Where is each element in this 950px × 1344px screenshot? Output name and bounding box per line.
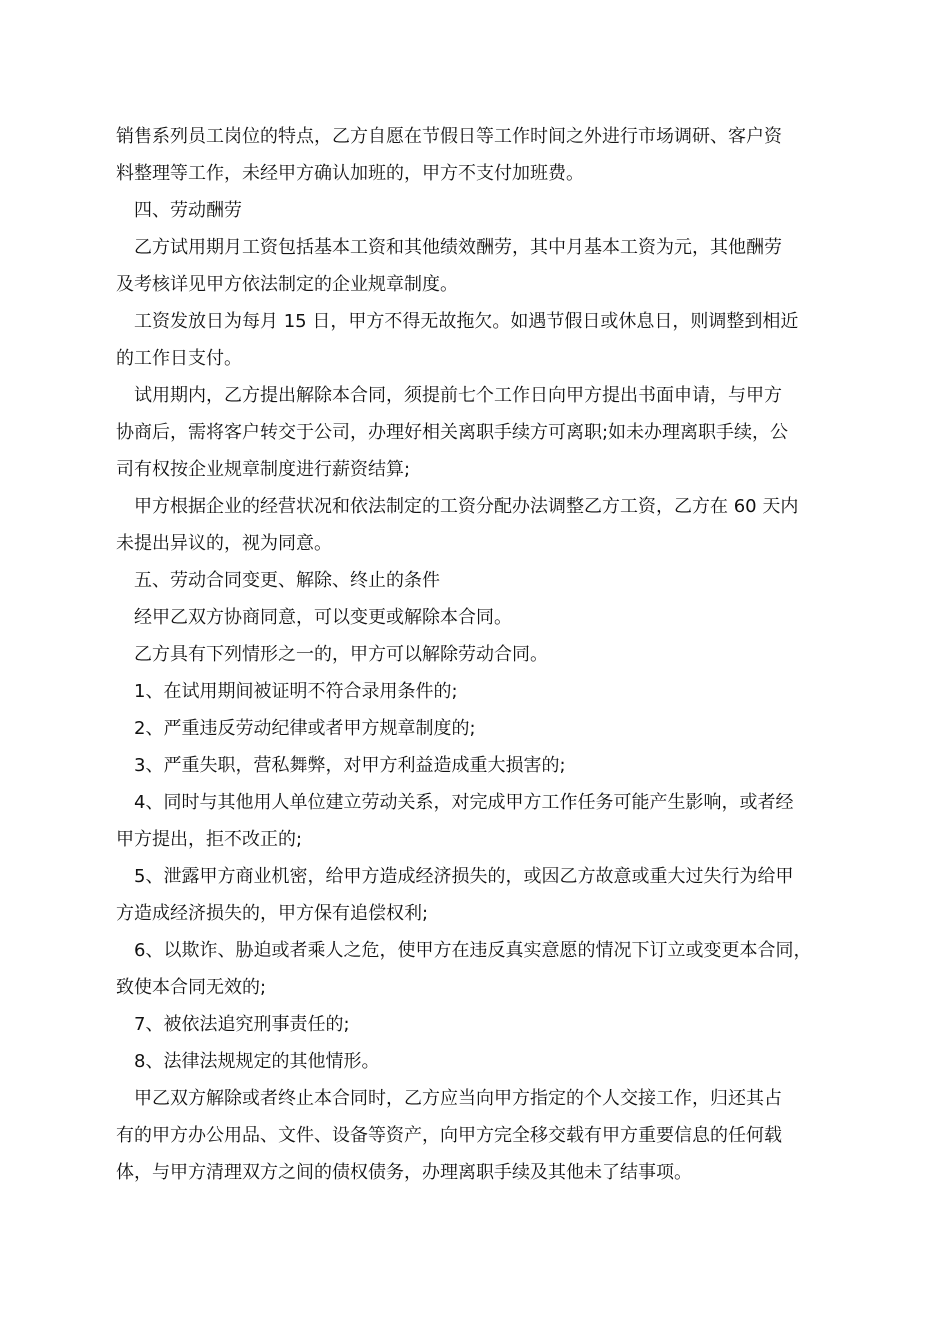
text-line: 有的甲方办公用品、文件、设备等资产，向甲方完全移交载有甲方重要信息的任何载: [116, 1125, 782, 1146]
text-line: 2、严重违反劳动纪律或者甲方规章制度的;: [134, 718, 476, 739]
text-line: 乙方试用期月工资包括基本工资和其他绩效酬劳，其中月基本工资为元，其他酬劳: [134, 237, 782, 258]
text-line: 甲方根据企业的经营状况和依法制定的工资分配办法调整乙方工资，乙方在 60 天内: [134, 496, 799, 517]
text-line: 7、被依法追究刑事责任的;: [134, 1014, 350, 1035]
text-line: 未提出异议的，视为同意。: [116, 533, 332, 554]
document-body: [116, 118, 846, 1191]
text-line: 经甲乙双方协商同意，可以变更或解除本合同。: [134, 607, 512, 628]
text-line: 3、严重失职，营私舞弊，对甲方利益造成重大损害的;: [134, 755, 566, 776]
text-line: 6、以欺诈、胁迫或者乘人之危，使甲方在违反真实意愿的情况下订立或变更本合同，: [134, 940, 812, 961]
text-line: 4、同时与其他用人单位建立劳动关系，对完成甲方工作任务可能产生影响，或者经: [134, 792, 794, 813]
text-line: 1、在试用期间被证明不符合录用条件的;: [134, 681, 458, 702]
text-line: 协商后，需将客户转交于公司，办理好相关离职手续方可离职;如未办理离职手续，公: [116, 422, 789, 443]
text-line: 的工作日支付。: [116, 348, 242, 369]
text-line: 5、泄露甲方商业机密，给甲方造成经济损失的，或因乙方故意或重大过失行为给甲: [134, 866, 794, 887]
text-line: 及考核详见甲方依法制定的企业规章制度。: [116, 274, 458, 295]
text-line: 试用期内，乙方提出解除本合同，须提前七个工作日向甲方提出书面申请，与甲方: [134, 385, 782, 406]
text-line: 体，与甲方清理双方之间的债权债务，办理离职手续及其他未了结事项。: [116, 1162, 692, 1183]
text-line: 司有权按企业规章制度进行薪资结算;: [116, 459, 411, 480]
text-line: 料整理等工作，未经甲方确认加班的，甲方不支付加班费。: [116, 163, 584, 184]
text-line: 五、劳动合同变更、解除、终止的条件: [134, 570, 440, 591]
text-line: 甲乙双方解除或者终止本合同时，乙方应当向甲方指定的个人交接工作，归还其占: [134, 1088, 782, 1109]
text-line: 甲方提出，拒不改正的;: [116, 829, 303, 850]
text-line: 四、劳动酬劳: [134, 200, 242, 221]
text-line: 方造成经济损失的，甲方保有追偿权利;: [116, 903, 429, 924]
text-line: 销售系列员工岗位的特点，乙方自愿在节假日等工作时间之外进行市场调研、客户资: [116, 126, 782, 147]
text-line: 乙方具有下列情形之一的，甲方可以解除劳动合同。: [134, 644, 548, 665]
text-line: 工资发放日为每月 15 日，甲方不得无故拖欠。如遇节假日或休息日，则调整到相近: [134, 311, 799, 332]
text-line: 致使本合同无效的;: [116, 977, 267, 998]
text-line: 8、法律法规规定的其他情形。: [134, 1051, 380, 1072]
